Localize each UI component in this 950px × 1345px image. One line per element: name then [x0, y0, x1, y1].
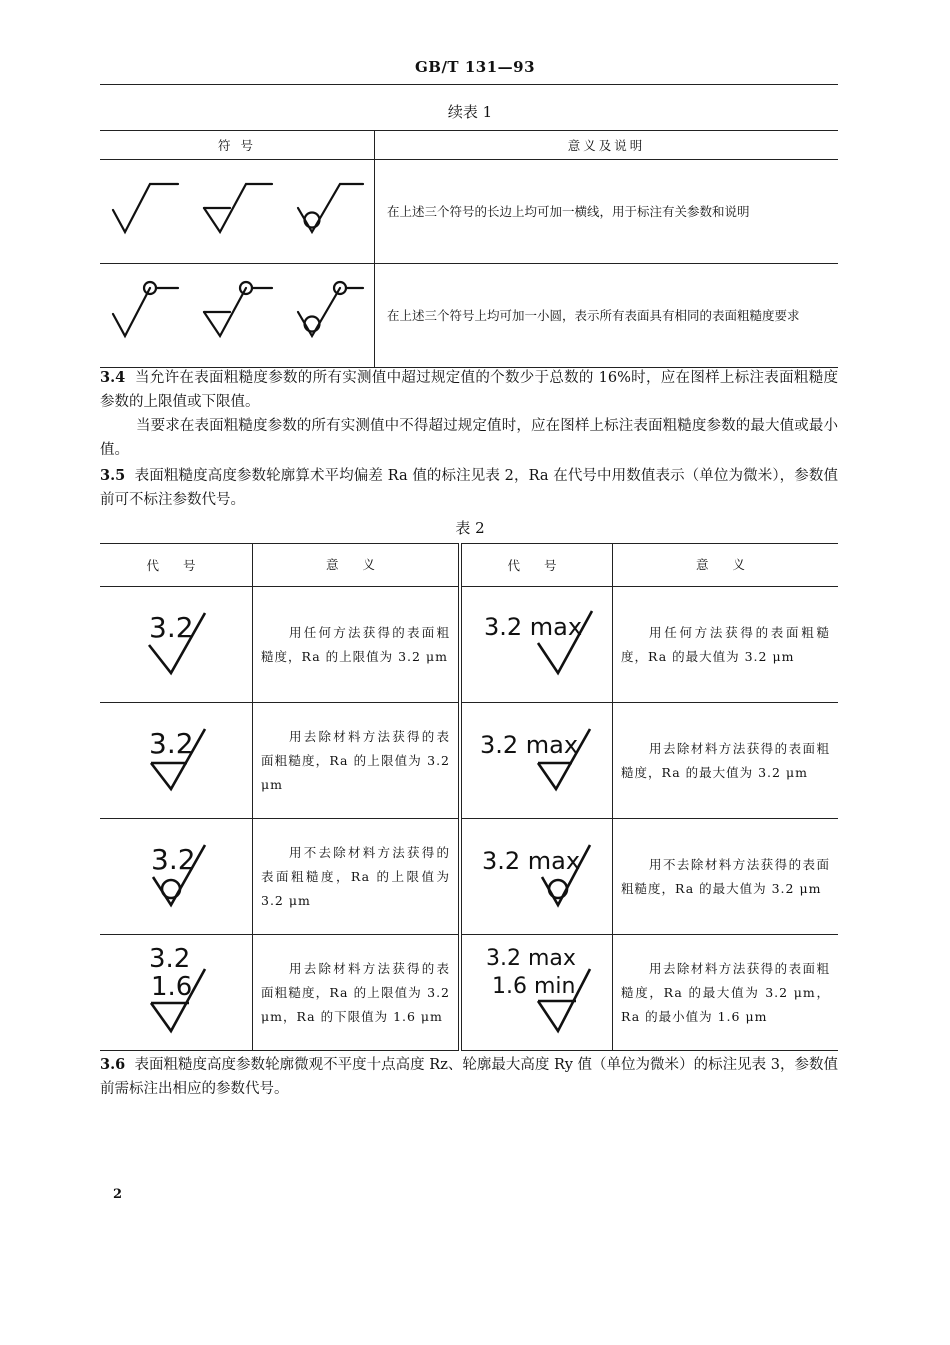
no-removal-symbol-icon [101, 819, 251, 931]
table1-text-row2: 在上述三个符号上均可加一小圆，表示所有表面具有相同的表面粗糙度要求 [375, 264, 839, 368]
removal-symbol-icon [101, 703, 251, 815]
table2-meaning-cell: 用去除材料方法获得的表面粗糙度，Ra 的最大值为 3.2 μm [613, 703, 839, 819]
table2-meaning-cell: 用去除材料方法获得的表面粗糙度，Ra 的上限值为 3.2 μm [253, 703, 461, 819]
table2-symbol-cell [100, 703, 253, 819]
table1-caption: 续表 1 [447, 103, 493, 121]
section-number: 3.6 [100, 1056, 126, 1073]
header-rule [100, 84, 838, 85]
lower-value: 1.6 [151, 972, 193, 1002]
removal-limits-symbol-icon [101, 935, 251, 1047]
table2-symbol-cell [460, 703, 613, 819]
table2-symbol-cell [100, 819, 253, 935]
page-number: 2 [113, 1187, 123, 1202]
roughness-symbols-with-bar [100, 160, 374, 260]
section-3-6-para [100, 1053, 838, 1101]
section-3-4-para2: 当要求在表面粗糙度参数的所有实测值中不得超过规定值时，应在图样上标注表面粗糙度参数的最大值或最小值。 [100, 418, 838, 458]
basic-symbol-circle-icon [113, 288, 150, 336]
table2-header-meaning-right: 意 义 [613, 544, 839, 587]
max-value: 3.2 max [486, 946, 576, 971]
table2-symbol-cell [100, 935, 253, 1051]
section-number: 3.5 [100, 467, 126, 484]
table2-header-code-right: 代 号 [460, 544, 613, 587]
section-number: 3.4 [100, 369, 126, 386]
removal-max-symbol-icon [462, 703, 612, 815]
table2-symbol-cell [460, 819, 613, 935]
roughness-symbols-with-circle [100, 264, 374, 364]
table2-symbol-cell [460, 587, 613, 703]
table2-caption: 表 2 [455, 519, 485, 537]
upper-value: 3.2 [149, 727, 194, 760]
table1-text-row1: 在上述三个符号的长边上均可加一横线，用于标注有关参数和说明 [375, 160, 839, 264]
no-removal-max-symbol-icon [462, 819, 612, 931]
max-value: 3.2 max [482, 847, 581, 875]
table1-header-symbol: 符 号 [100, 131, 375, 160]
any-method-symbol-icon [101, 587, 251, 699]
table2-meaning-cell: 用不去除材料方法获得的表面粗糙度，Ra 的最大值为 3.2 μm [613, 819, 839, 935]
table2-meaning-cell: 用任何方法获得的表面粗糙度，Ra 的上限值为 3.2 μm [253, 587, 461, 703]
removal-max-min-symbol-icon [462, 935, 612, 1047]
table2-header-meaning-left: 意 义 [253, 544, 461, 587]
table1-symbols-row1 [100, 160, 375, 264]
section-text: 当允许在表面粗糙度参数的所有实测值中超过规定值的个数少于总数的 16%时，应在图样上标注表面粗糙度参数的上限值或下限值。 [100, 370, 838, 410]
section-text: 表面粗糙度高度参数轮廓算术平均偏差 Ra 值的标注见表 2，Ra 在代号中用数值表示（单位为微米），参数值前可不标注参数代号。 [100, 468, 838, 508]
table1-symbols-row2 [100, 264, 375, 368]
any-method-max-symbol-icon [462, 587, 612, 699]
table2-symbol-cell [100, 587, 253, 703]
table2-meaning-cell: 用去除材料方法获得的表面粗糙度，Ra 的最大值为 3.2 μm，Ra 的最小值为 1.6 μm [613, 935, 839, 1051]
table1 [100, 130, 838, 368]
upper-value: 3.2 [149, 611, 194, 644]
table2-header-code-left: 代 号 [100, 544, 253, 587]
section-3-4-para1 [100, 366, 838, 414]
table2-meaning-cell: 用任何方法获得的表面粗糙度，Ra 的最大值为 3.2 μm [613, 587, 839, 703]
table2 [100, 543, 838, 1051]
min-value: 1.6 min [492, 974, 576, 999]
max-value: 3.2 max [484, 613, 583, 641]
basic-symbol-bar-icon [113, 184, 178, 232]
table1-header-meaning: 意义及说明 [375, 131, 839, 160]
section-text: 表面粗糙度高度参数轮廓微观不平度十点高度 Rz、轮廓最大高度 Ry 值（单位为微米）的标注见表 3，参数值前需标注出相应的参数代号。 [100, 1057, 839, 1097]
table2-symbol-cell [460, 935, 613, 1051]
section-3-5-para [100, 464, 838, 512]
standard-header: GB/T 131—93 [414, 58, 536, 76]
upper-value: 3.2 [149, 944, 191, 974]
table2-meaning-cell: 用去除材料方法获得的表面粗糙度，Ra 的上限值为 3.2 μm，Ra 的下限值为 1.6 μm [253, 935, 461, 1051]
table2-meaning-cell: 用不去除材料方法获得的表面粗糙度，Ra 的上限值为 3.2 μm [253, 819, 461, 935]
max-value: 3.2 max [480, 731, 579, 759]
upper-value: 3.2 [151, 843, 196, 876]
